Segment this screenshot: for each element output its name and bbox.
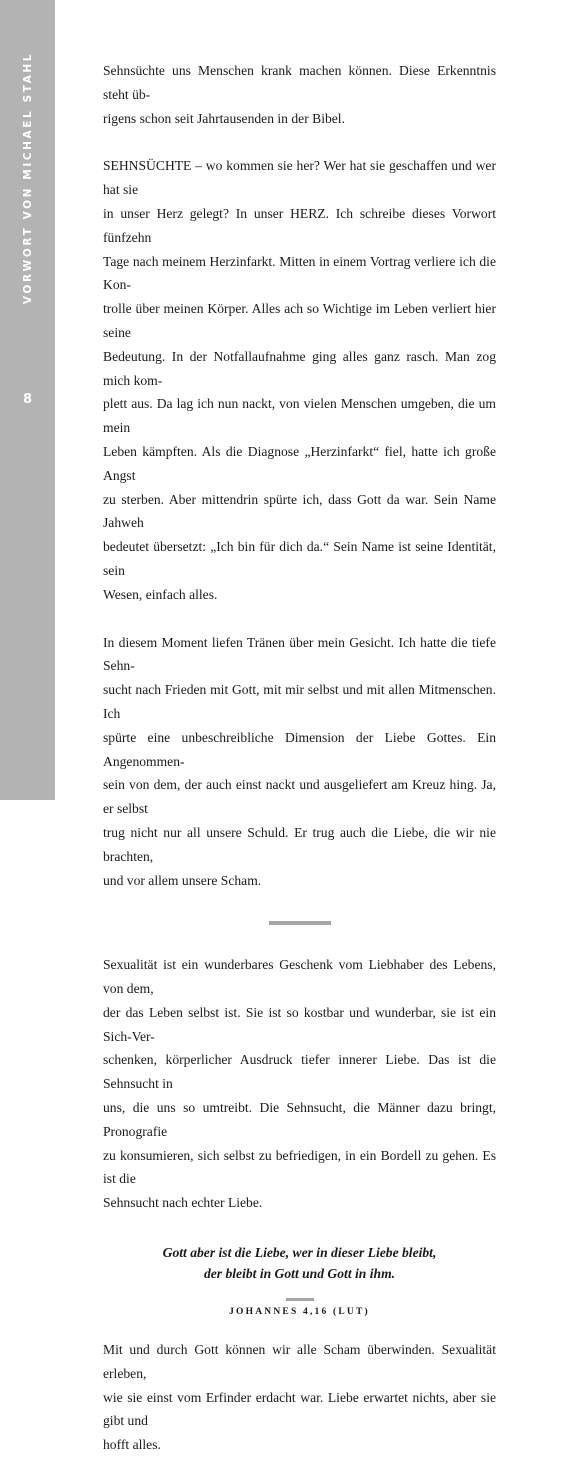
page-number: 8 bbox=[22, 392, 33, 407]
quote-line: Gott aber ist die Liebe, wer in dieser Liebe bleibt, bbox=[162, 1245, 437, 1261]
running-header: VORWORT VON MICHAEL STAHL bbox=[22, 51, 34, 305]
paragraph: SEHNSÜCHTE – wo kommen sie her? Wer hat sie geschaffen und wer hat sie in unser Herz gelegt? In unser HERZ. Ich schreibe dieses Vorwort fünfzehn Tage nach meinem Herzinfarkt. Mitten in einem Vortrag verliere ich die Kon- trolle über meinen Körper. Alles ach so Wichtige im Leben verliert hier seine Bedeutung. In der Notfallaufnahme ging alles ganz rasch. Man zog mich kom- plett aus. Da lag ich nun nackt, von vielen Menschen umgeben, die um mein Leben kämpften. Als die Diagnose „Herzinfarkt“ fiel, hatte ich große Angst zu sterben. Aber mittendrin spürte ich, dass Gott da war. Sein Name Jahweh bedeutet übersetzt: „Ich bin für dich da.“ Sein Name ist seine Identität, sein Wesen, einfach alles. bbox=[103, 158, 496, 602]
paragraph: Mit und durch Gott können wir alle Scham überwinden. Sexualität erleben, wie sie einst vom Erfinder erdacht war. Liebe erwartet nichts, aber sie gibt und hofft alles. bbox=[103, 1342, 496, 1453]
paragraph: In diesem Moment liefen Tränen über mein Gesicht. Ich hatte die tiefe Sehn- sucht nach Frieden mit Gott, mit mir selbst und mit allen Mitmenschen. Ich spürte eine unbeschreibliche Dimension der Liebe Gottes. Ein Angenommen- sein von dem, der auch einst nackt und ausgeliefert am Kreuz hing. Ja, er selbst trug nicht nur all unsere Schuld. Er trug auch die Liebe, die wir nie brachten, und vor allem unsere Scham. bbox=[103, 634, 496, 888]
side-bar bbox=[0, 0, 55, 800]
paragraph: Sexualität ist ein wunderbares Geschenk vom Liebhaber des Lebens, von dem, der das Leben selbst ist. Sie ist so kostbar und wunderbar, sie ist ein Sich-Ver- schenken, körperlicher Ausdruck tiefer innerer Liebe. Das ist die Sehnsucht in uns, die uns so umtreibt. Die Sehnsucht, die Männer dazu bringt, Pronografie zu konsumieren, sich selbst zu befriedigen, in ein Bordell zu gehen. Es ist die Sehnsucht nach echter Liebe. bbox=[103, 957, 496, 1211]
quote-source: JOHANNES 4,16 (LUT) bbox=[229, 1307, 370, 1318]
paragraph: Sehnsüchte uns Menschen krank machen können. Diese Erkenntnis steht üb- rigens schon seit Jahrtausenden in der Bibel. bbox=[103, 63, 496, 126]
section-divider bbox=[269, 921, 331, 925]
bible-quote bbox=[103, 1242, 496, 1284]
quote-divider bbox=[286, 1298, 314, 1301]
quote-line: der bleibt in Gott und Gott in ihm. bbox=[203, 1266, 396, 1282]
page-body bbox=[103, 59, 496, 1457]
